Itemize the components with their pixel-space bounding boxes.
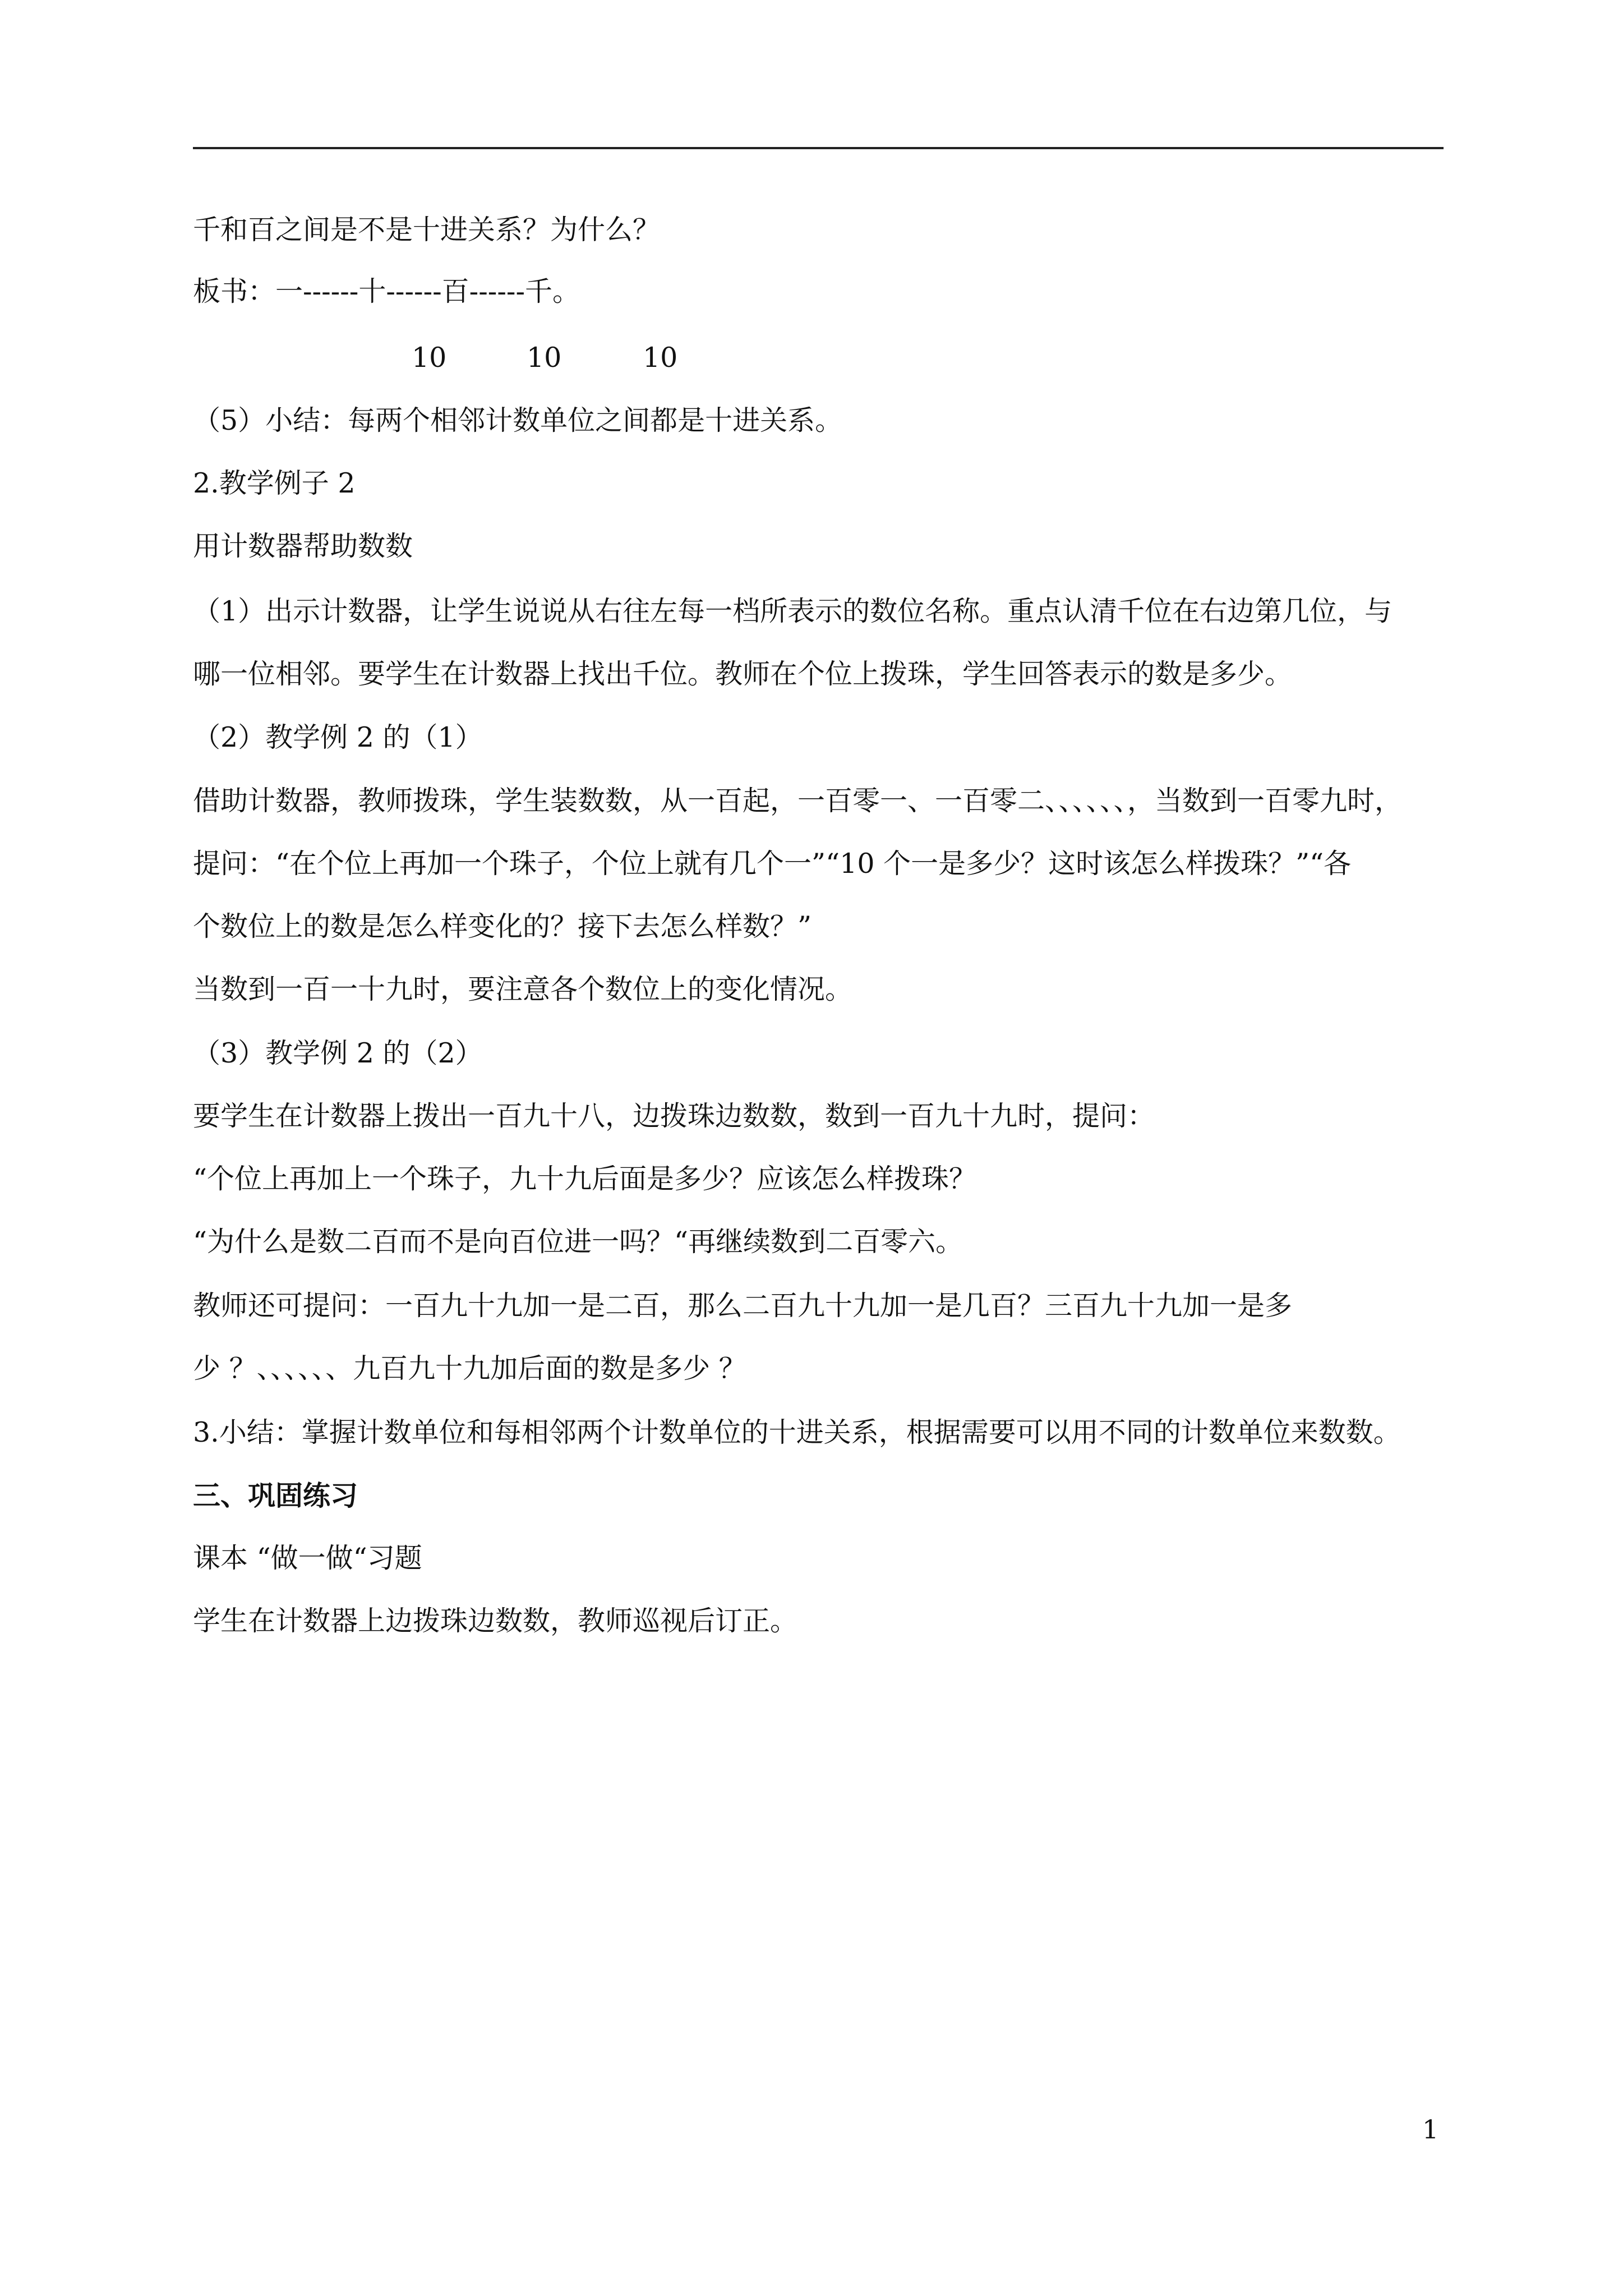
paragraph-step-3-line-2: “个位上再加上一个珠子，九十九后面是多少？应该怎么样拨珠？ [193,1163,977,1195]
paragraph-question: 千和百之间是不是十进关系？为什么？ [193,214,661,246]
paragraph-step-2-line-2: 提问：“在个位上再加一个珠子，个位上就有几个一”“10 个一是多少？这时该怎么样拨珠？”“各 [193,848,1352,880]
paragraph-summary-5: （5）小结：每两个相邻计数单位之间都是十进关系。 [193,404,843,436]
paragraph-textbook-exercise: 课本 “做一做“习题 [193,1542,422,1574]
tens-label-1: 10 [412,342,447,374]
board-writing-tens [193,341,754,375]
paragraph-step-2-heading: （2）教学例 2 的（1） [193,721,483,753]
header-rule [193,147,1444,149]
paragraph-teacher-question-line-1: 教师还可提问：一百九十九加一是二百，那么二百九十九加一是几百？三百九十九加一是多 [193,1290,1293,1322]
page-number: 1 [1422,2114,1439,2145]
paragraph-step-1-line-2: 哪一位相邻。要学生在计数器上找出千位。教师在个位上拨珠，学生回答表示的数是多少。 [193,658,1293,690]
tens-label-3: 10 [643,342,678,374]
paragraph-step-2-line-1: 借助计数器，教师拨珠，学生装数数，从一百起，一百零一、一百零二、、、、、、，当数到一百零九时， [193,785,1403,817]
paragraph-summary-3: 3.小结：掌握计数单位和每相邻两个计数单位的十进关系，根据需要可以用不同的计数单位来数数。 [193,1416,1401,1448]
section-heading-practice: 三、巩固练习 [193,1479,358,1512]
tens-label-2: 10 [527,342,562,374]
paragraph-student-practice: 学生在计数器上边拨珠边数数，教师巡视后订正。 [193,1605,798,1637]
paragraph-step-3-line-3: “为什么是数二百而不是向百位进一吗？“再继续数到二百零六。 [193,1226,963,1258]
paragraph-board-writing: 板书：一------十------百------千。 [193,275,580,307]
paragraph-step-3-line-1: 要学生在计数器上拨出一百九十八，边拨珠边数数，数到一百九十九时，提问： [193,1100,1155,1132]
paragraph-step-1-line-1: （1）出示计数器，让学生说说从右往左每一档所表示的数位名称。重点认清千位在右边第几位，与 [193,595,1393,627]
paragraph-example-2-heading: 2.教学例子 2 [193,467,356,499]
paragraph-step-2-line-4: 当数到一百一十九时，要注意各个数位上的变化情况。 [193,973,853,1005]
paragraph-step-2-line-3: 个数位上的数是怎么样变化的？接下去怎么样数？” [193,910,812,942]
paragraph-teacher-question-line-2: 少 ？、、、、、、九百九十九加后面的数是多少 ？ [193,1352,746,1384]
paragraph-step-3-heading: （3）教学例 2 的（2） [193,1037,483,1069]
paragraph-use-counter: 用计数器帮助数数 [193,530,413,562]
